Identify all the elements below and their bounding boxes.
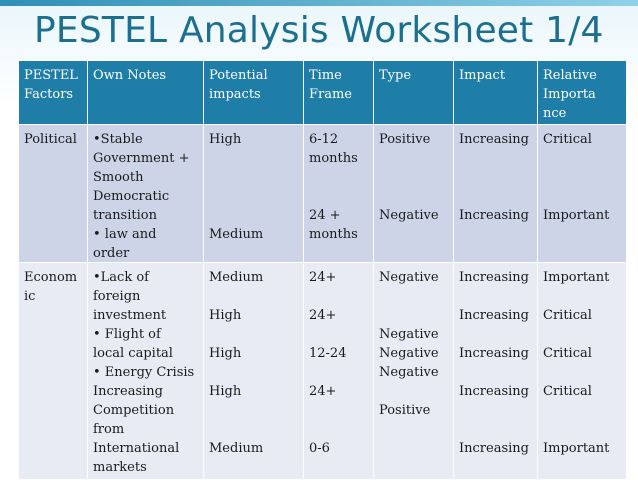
- cell-text: 24+ 24+ 12-24 24+ 0-6: [309, 270, 347, 456]
- row-economic-time: [304, 263, 374, 480]
- cell-text: •Lack of foreign investment • Flight of local capital • Energy Crisis Increasing Competition from International markets: [93, 270, 195, 475]
- header-impacts: [204, 61, 304, 125]
- row-economic-impact: [454, 263, 538, 480]
- row-political-notes: [88, 125, 204, 263]
- cell-text: Important Critical Critical Critical Important: [543, 270, 610, 456]
- header-impact-label: Impact: [459, 68, 506, 83]
- cell-text: Critical Important: [543, 132, 610, 223]
- cell-text: High Medium: [209, 132, 264, 242]
- cell-text: Increasing Increasing: [459, 132, 529, 223]
- row-political-factor: [19, 125, 88, 263]
- header-factors: [19, 61, 88, 125]
- slide-title: PESTEL Analysis Worksheet 1/4: [34, 10, 604, 51]
- header-impact: [454, 61, 538, 125]
- row-political-impacts: [204, 125, 304, 263]
- pestel-table: [18, 60, 627, 480]
- header-type-label: Type: [379, 68, 412, 83]
- cell-text: Political: [24, 132, 77, 147]
- row-economic-notes: [88, 263, 204, 480]
- accent-bar: [0, 0, 638, 6]
- row-political-type: [374, 125, 454, 263]
- header-notes: [88, 61, 204, 125]
- header-time-frame: [304, 61, 374, 125]
- row-political-time: [304, 125, 374, 263]
- cell-text: •Stable Government + Smooth Democratic transition • law and order: [93, 132, 190, 261]
- cell-text: Econom ic: [24, 270, 78, 304]
- cell-text: Positive Negative: [379, 132, 439, 223]
- header-time-frame-label: Time Frame: [309, 68, 353, 102]
- cell-text: Medium High High High Medium: [209, 270, 264, 456]
- row-economic-factor: [19, 263, 88, 480]
- cell-text: 6-12 months 24 + months: [309, 132, 358, 242]
- header-notes-label: Own Notes: [93, 68, 167, 83]
- row-economic-importance: [538, 263, 627, 480]
- header-impacts-label: Potential impacts: [209, 68, 268, 102]
- header-factors-label: PESTEL Factors: [24, 68, 78, 102]
- header-type: [374, 61, 454, 125]
- row-economic-type: [374, 263, 454, 480]
- header-importance: [538, 61, 627, 125]
- row-economic-impacts: [204, 263, 304, 480]
- header-importance-label: Relative Importa nce: [543, 68, 597, 121]
- cell-text: Increasing Increasing Increasing Increasing Increasing: [459, 270, 529, 456]
- row-political-impact: [454, 125, 538, 263]
- cell-text: Negative Negative Negative Negative Positive: [379, 270, 439, 418]
- row-political-importance: [538, 125, 627, 263]
